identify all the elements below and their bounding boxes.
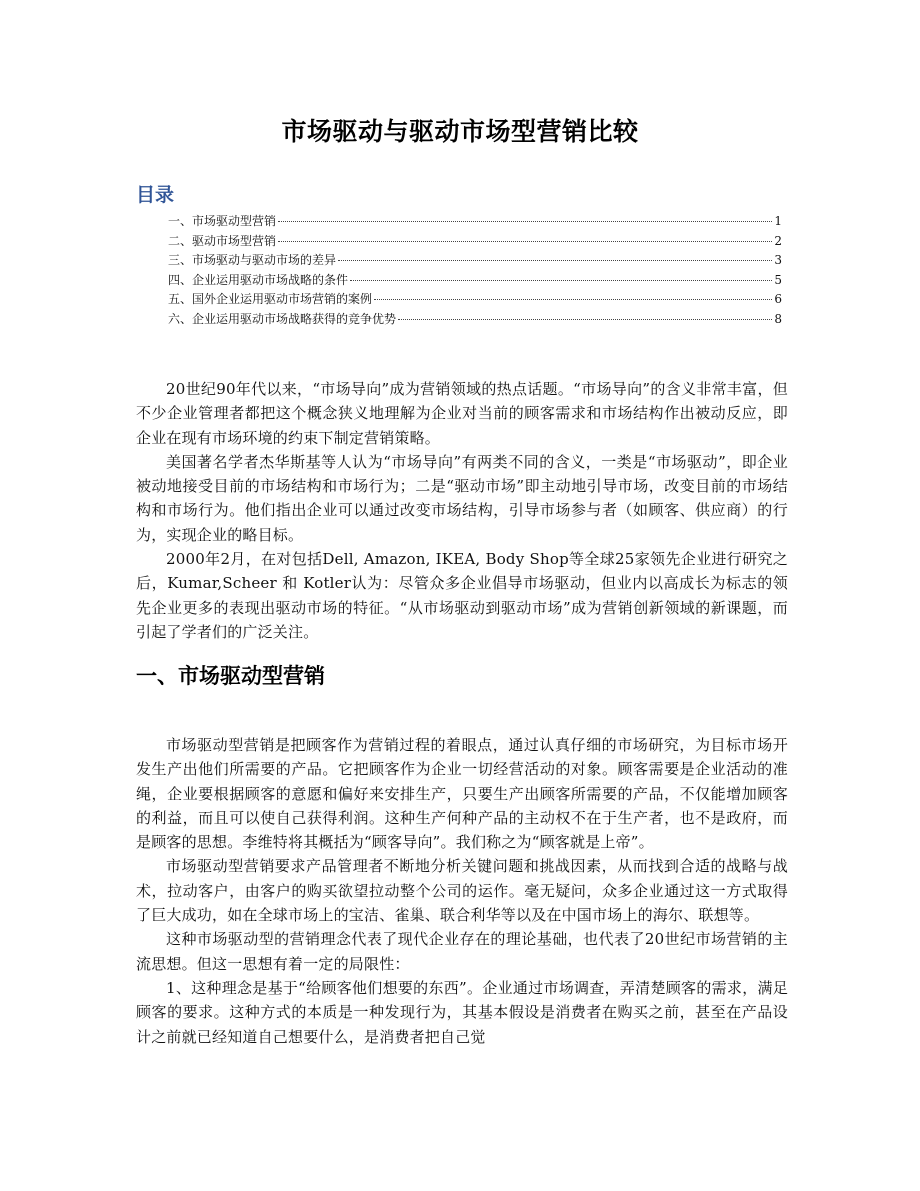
section-paragraph: 这种市场驱动型的营销理念代表了现代企业存在的理论基础，也代表了20世纪市场营销的主流思想。但这一思想有着一定的局限性： — [136, 930, 788, 973]
table-of-contents — [168, 212, 782, 330]
section-paragraph: 1、这种理念是基于“给顾客他们想要的东西”。企业通过市场调查，弄清楚顾客的需求，满足顾客的要求。这种方式的本质是一种发现行为，其基本假设是消费者在购买之前，甚至在产品设计之前就已经知道自己想要什么，是消费者把自己觉 — [136, 978, 788, 1046]
intro-paragraph: 2000年2月，在对包括Dell, Amazon, IKEA, Body Shop等全球25家领先企业进行研究之后，Kumar,Scheer 和 Kotler认为：尽管众多企业倡导市场驱动，但业内以高成长为标志的领先企业更多的表现出驱动市场的特征。“从市场驱动到驱动市场”成为营销创新领域的新课题，而引起了学者们的广泛关注。 — [136, 550, 788, 641]
toc-leader-dots — [398, 319, 772, 320]
toc-leader-dots — [374, 299, 772, 300]
section1-body — [136, 733, 788, 1049]
toc-entry[interactable] — [168, 290, 782, 310]
toc-entry[interactable] — [168, 232, 782, 252]
toc-leader-dots — [278, 241, 772, 242]
toc-leader-dots — [278, 221, 772, 222]
toc-entry-page: 6 — [774, 292, 782, 307]
document-title: 市场驱动与驱动市场型营销比较 — [281, 117, 639, 146]
toc-heading: 目录 — [136, 184, 175, 206]
toc-entry-label: 三、市场驱动与驱动市场的差异 — [168, 253, 337, 268]
toc-leader-dots — [350, 280, 772, 281]
toc-entry-page: 5 — [774, 272, 782, 287]
toc-entry[interactable] — [168, 271, 782, 291]
toc-entry-label: 四、企业运用驱动市场战略的条件 — [168, 272, 349, 287]
toc-entry[interactable] — [168, 310, 782, 330]
intro-paragraph: 20世纪90年代以来，“市场导向”成为营销领域的热点话题。“市场导向”的含义非常丰富，但不少企业管理者都把这个概念狭义地理解为企业对当前的顾客需求和市场结构作出被动反应，即企业在现有市场环境的约束下制定营销策略。 — [136, 380, 788, 447]
toc-entry-label: 六、企业运用驱动市场战略获得的竞争优势 — [168, 311, 397, 326]
toc-entry-label: 一、市场驱动型营销 — [168, 214, 277, 228]
toc-entry-page: 2 — [774, 233, 782, 248]
intro-paragraph: 美国著名学者杰华斯基等人认为“市场导向”有两类不同的含义，一类是“市场驱动”，即企业被动地接受目前的市场结构和市场行为；二是“驱动市场”即主动地引导市场，改变目前的市场结构和市场行为。他们指出企业可以通过改变市场结构，引导市场参与者（如顾客、供应商）的行为，实现企业的略目标。 — [136, 452, 788, 544]
section-paragraph: 市场驱动型营销是把顾客作为营销过程的着眼点，通过认真仔细的市场研究，为目标市场开发生产出他们所需要的产品。它把顾客作为企业一切经营活动的对象。顾客需要是企业活动的准绳，企业要根据顾客的意愿和偏好来安排生产，只要生产出顾客所需要的产品，不仅能增加顾客的利益，而且可以使自己获得利润。这种生产何种产品的主动权不在于生产者，也不是政府，而是顾客的思想。李维特将其概括为“顾客导向”。我们称之为“顾客就是上帝”。 — [136, 736, 788, 852]
intro-section — [136, 377, 788, 644]
toc-entry[interactable] — [168, 212, 782, 232]
toc-leader-dots — [338, 260, 772, 261]
toc-entry-page: 1 — [774, 214, 782, 228]
toc-entry[interactable] — [168, 251, 782, 271]
toc-entry-label: 二、驱动市场型营销 — [168, 233, 277, 248]
section-heading: 一、市场驱动型营销 — [136, 664, 325, 688]
section-paragraph: 市场驱动型营销要求产品管理者不断地分析关键问题和挑战因素，从而找到合适的战略与战术，拉动客户，由客户的购买欲望拉动整个公司的运作。毫无疑问，众多企业通过这一方式取得了巨大成功，如在全球市场上的宝洁、雀巢、联合利华等以及在中国市场上的海尔、联想等。 — [136, 857, 788, 925]
toc-entry-page: 8 — [774, 311, 782, 326]
toc-entry-page: 3 — [774, 253, 782, 268]
toc-entry-label: 五、国外企业运用驱动市场营销的案例 — [168, 292, 373, 307]
